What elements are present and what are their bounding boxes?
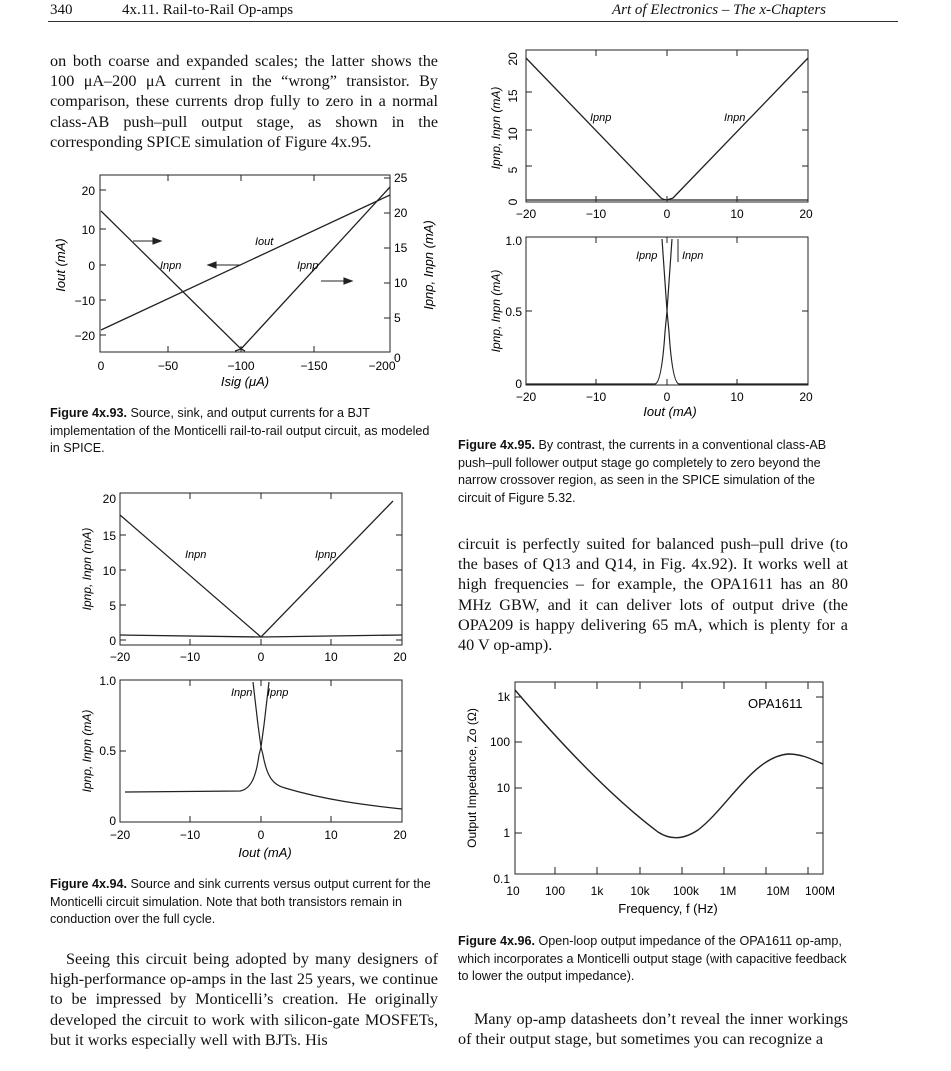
figure-95 bbox=[470, 42, 850, 427]
fig96-ytick: 100 bbox=[489, 735, 510, 749]
fig95-bottom-ytick: 0 bbox=[515, 377, 522, 391]
fig94-bottom-xtick: 0 bbox=[257, 828, 265, 842]
fig96-ylabel: Output Impedance, Zo (Ω) bbox=[465, 708, 479, 848]
fig93-xtick: −200 bbox=[368, 359, 396, 373]
fig96-ytick: 1 bbox=[503, 826, 510, 840]
fig96-x-ticks bbox=[506, 884, 835, 898]
fig94-top-xtick: −10 bbox=[179, 650, 201, 664]
fig95-bottom-xtick: 20 bbox=[799, 390, 813, 404]
fig96-xtick: 100 bbox=[544, 884, 566, 898]
fig94-top-xtick: −20 bbox=[109, 650, 131, 664]
fig95-top-y-ticks bbox=[506, 52, 520, 205]
fig96-xtick: 10k bbox=[630, 884, 650, 898]
fig95-top-ytick: 10 bbox=[506, 127, 520, 141]
fig95-bottom-x-ticks bbox=[516, 390, 813, 404]
fig93-ytick-left: 20 bbox=[81, 184, 95, 198]
fig95-bottom-label-pnp: Ipnp bbox=[636, 250, 658, 262]
fig95-bottom-y-ticks bbox=[505, 234, 522, 391]
fig93-curve-npn bbox=[101, 211, 245, 351]
fig94-top-ytick: 5 bbox=[109, 599, 116, 613]
fig93-ytick-right: 10 bbox=[394, 276, 408, 290]
fig96-caption-label: Figure 4x.96. bbox=[458, 934, 535, 948]
fig95-bottom-xtick: −20 bbox=[515, 390, 537, 404]
fig94-top-y-ticks bbox=[103, 492, 117, 648]
fig94-bottom-frame bbox=[120, 680, 402, 822]
fig95-bottom-xtick: 0 bbox=[663, 390, 671, 404]
fig93-ytick-right: 5 bbox=[394, 311, 401, 325]
fig95-top-label-pnp: Ipnp bbox=[590, 112, 612, 124]
figure-94 bbox=[45, 485, 445, 870]
fig95-top-label-npn: Inpn bbox=[724, 112, 746, 124]
figure-93 bbox=[45, 165, 455, 405]
fig94-bottom-ylabel: Ipnp, Inpn (mA) bbox=[80, 709, 94, 793]
fig95-top-curve-npn bbox=[526, 58, 808, 200]
fig95-bottom-ytick: 1.0 bbox=[505, 234, 522, 248]
paragraph-right-bottom bbox=[458, 1009, 848, 1049]
fig93-ytick-right: 15 bbox=[394, 241, 408, 255]
fig95-top-frame bbox=[526, 50, 808, 202]
fig96-y-ticks bbox=[490, 690, 511, 886]
fig94-top-xtick: 10 bbox=[324, 650, 338, 664]
fig95-xlabel: Iout (mA) bbox=[643, 404, 697, 419]
fig95-top-ytick: 15 bbox=[506, 89, 520, 103]
fig96-ytick: 0.1 bbox=[493, 872, 510, 886]
fig95-top-ytick: 0 bbox=[506, 198, 520, 206]
fig94-top-ytick: 15 bbox=[102, 529, 116, 543]
fig96-xtick: 10M bbox=[766, 884, 790, 898]
fig95-top-xtick: 20 bbox=[799, 207, 813, 221]
running-section-title: 4x.11. Rail-to-Rail Op-amps bbox=[122, 2, 294, 18]
fig94-top-ytick: 20 bbox=[102, 492, 116, 506]
fig95-caption-label: Figure 4x.95. bbox=[458, 438, 535, 452]
fig94-top-curve-pnp bbox=[120, 501, 393, 637]
fig95-bottom-xtick: −10 bbox=[585, 390, 607, 404]
fig94-top-frame bbox=[120, 493, 402, 645]
fig94-top-label-npn: Inpn bbox=[185, 549, 207, 561]
fig94-caption-label: Figure 4x.94. bbox=[50, 877, 127, 891]
running-book-title: Art of Electronics – The x-Chapters bbox=[612, 2, 826, 18]
fig96-xlabel: Frequency, f (Hz) bbox=[618, 901, 718, 916]
fig93-caption bbox=[50, 405, 440, 458]
fig94-bottom-xtick: 20 bbox=[393, 828, 407, 842]
fig94-top-ytick: 0 bbox=[109, 634, 116, 648]
fig94-bottom-ytick: 1.0 bbox=[99, 674, 116, 688]
fig96-xtick: 10 bbox=[506, 884, 520, 898]
fig94-bottom-x-ticks bbox=[110, 828, 407, 842]
fig96-xtick: 1k bbox=[590, 884, 604, 898]
paragraph-left-bottom-text: Seeing this circuit being adopted by many designers of high-performance op-amps in the last 25 years, we continue to be impressed by Monticelli’s creation. He originally developed the circuit to work with silicon-gate MOSFETs, but it works especially well with BJTs. His bbox=[50, 950, 438, 1049]
fig95-bottom-ytick: 0.5 bbox=[505, 305, 522, 319]
fig95-top-xtick: −10 bbox=[585, 207, 607, 221]
fig93-ytick-right: 25 bbox=[394, 171, 408, 185]
fig93-label-pnp: Ipnp bbox=[297, 260, 319, 272]
fig96-caption-text: Open-loop output impedance of the OPA1611 op-amp, which incorporates a Monticelli output stage (with capacitive feedback to lower the output impedance). bbox=[458, 934, 847, 983]
fig93-caption-text: Source, sink, and output currents for a BJT implementation of the Monticelli rail-to-rail output circuit, as modeled in SPICE. bbox=[50, 406, 430, 455]
fig93-ytick-right: 0 bbox=[394, 351, 401, 365]
fig96-caption bbox=[458, 933, 850, 986]
fig94-top-xtick: 0 bbox=[257, 650, 265, 664]
fig95-bottom-ylabel: Ipnp, Inpn (mA) bbox=[489, 269, 503, 353]
fig95-bottom-xtick: 10 bbox=[730, 390, 744, 404]
fig94-bottom-ytick: 0 bbox=[109, 814, 116, 828]
fig95-top-xtick: −20 bbox=[515, 207, 537, 221]
fig93-ylabel-left: Iout (mA) bbox=[53, 238, 68, 292]
fig95-top-x-ticks bbox=[516, 207, 813, 221]
fig94-caption-text: Source and sink currents versus output current for the Monticelli circuit simulation. Note that both transistors remain in conduction over the full cycle. bbox=[50, 877, 431, 926]
fig93-label-npn: Inpn bbox=[160, 260, 182, 272]
fig95-caption bbox=[458, 437, 848, 507]
fig95-top-ylabel: Ipnp, Inpn (mA) bbox=[489, 86, 503, 170]
fig94-caption bbox=[50, 876, 440, 929]
fig93-curve-out bbox=[101, 195, 390, 330]
fig95-top-ytick: 20 bbox=[506, 52, 520, 66]
fig94-bottom-curve-pnp bbox=[253, 682, 402, 809]
fig95-caption-text: By contrast, the currents in a conventional class-AB push–pull follower output stage go completely to zero beyond the narrow crossover region, as seen in the SPICE simulation of the circuit of Figure 5.32. bbox=[458, 438, 827, 505]
fig95-bottom-label-npn: Inpn bbox=[682, 250, 704, 262]
fig94-top-ylabel: Ipnp, Inpn (mA) bbox=[80, 527, 94, 611]
paragraph-left-bottom bbox=[50, 949, 438, 1050]
fig93-caption-label: Figure 4x.93. bbox=[50, 406, 127, 420]
fig94-top-curve-npn bbox=[120, 515, 402, 637]
fig93-y-right-ticks bbox=[394, 171, 408, 365]
paragraph-right-bottom-text: Many op-amp datasheets don’t reveal the inner workings of their output stage, but sometimes you can recognize a bbox=[458, 1010, 848, 1049]
fig94-bottom-xtick: 10 bbox=[324, 828, 338, 842]
fig95-top-xtick: 0 bbox=[663, 207, 671, 221]
fig93-plot-frame bbox=[100, 175, 390, 352]
fig94-bottom-label-pnp: Ipnp bbox=[267, 687, 289, 699]
fig93-xtick: −150 bbox=[300, 359, 328, 373]
fig93-xtick: −50 bbox=[157, 359, 179, 373]
fig93-ytick-left: −20 bbox=[74, 329, 95, 343]
fig93-ytick-left: −10 bbox=[74, 294, 95, 308]
fig94-xlabel: Iout (mA) bbox=[238, 845, 292, 860]
fig96-xtick: 100M bbox=[804, 884, 836, 898]
figure-96 bbox=[458, 672, 853, 927]
fig94-top-ytick: 10 bbox=[102, 564, 116, 578]
fig94-top-xtick: 20 bbox=[393, 650, 407, 664]
header-rule bbox=[48, 21, 898, 22]
fig96-xtick: 100k bbox=[672, 884, 700, 898]
paragraph-right-mid bbox=[458, 534, 848, 655]
fig94-bottom-y-ticks bbox=[99, 674, 116, 828]
fig93-ytick-right: 20 bbox=[394, 206, 408, 220]
page-number: 340 bbox=[50, 2, 73, 18]
fig94-bottom-label-npn: Inpn bbox=[231, 687, 253, 699]
fig93-ytick-left: 0 bbox=[88, 259, 95, 273]
fig94-bottom-xtick: −10 bbox=[179, 828, 201, 842]
fig93-xtick: 0 bbox=[97, 359, 105, 373]
fig93-xtick: −100 bbox=[227, 359, 255, 373]
paragraph-left-top-text: on both coarse and expanded scales; the latter shows the 100 μA–200 μA current in the “wrong” transistor. By comparison, these currents drop fully to zero in a normal class-AB push–pull output stage, as shown in the corresponding SPICE simulation of Figure 4x.95. bbox=[50, 52, 438, 151]
paragraph-right-mid-text: circuit is perfectly suited for balanced push–pull drive (to the bases of Q13 and Q14, in Fig. 4x.92). It works well at high frequencies – for example, the OPA1611 has an 80 MHz GBW, and it can deliver lots of output drive (the OPA209 is happy delivering 65 mA, which is plenty for a 40 V op-amp). bbox=[458, 535, 848, 655]
fig94-bottom-ytick: 0.5 bbox=[99, 744, 116, 758]
fig95-top-ytick: 5 bbox=[506, 166, 520, 174]
fig94-top-x-ticks bbox=[110, 650, 407, 664]
fig95-top-curve-pnp bbox=[526, 58, 808, 200]
fig93-ytick-left: 10 bbox=[81, 223, 95, 237]
fig93-xlabel: Isig (μA) bbox=[220, 374, 270, 389]
fig93-x-ticks bbox=[98, 359, 396, 373]
fig94-bottom-xtick: −20 bbox=[109, 828, 131, 842]
fig93-label-out: Iout bbox=[255, 236, 274, 248]
fig94-top-label-pnp: Ipnp bbox=[315, 549, 337, 561]
fig93-y-left-ticks bbox=[75, 184, 96, 343]
paragraph-left-top bbox=[50, 51, 438, 152]
fig96-ytick: 10 bbox=[496, 781, 510, 795]
fig96-xtick: 1M bbox=[719, 884, 737, 898]
fig96-curve-impedance bbox=[515, 690, 823, 838]
fig93-ylabel-right: Ipnp, Inpn (mA) bbox=[421, 220, 436, 310]
fig95-top-xtick: 10 bbox=[730, 207, 744, 221]
fig96-ytick: 1k bbox=[497, 690, 510, 704]
fig96-part-label: OPA1611 bbox=[748, 696, 803, 711]
